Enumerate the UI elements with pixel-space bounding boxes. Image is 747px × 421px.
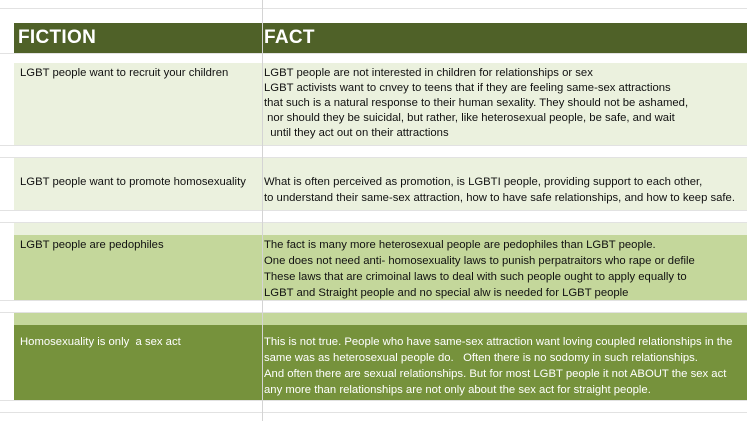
grid-line [0,400,747,401]
fiction-cell: Homosexuality is only a sex act [20,336,181,348]
fiction-cell: LGBT people want to recruit your children [20,67,229,79]
fact-line: LGBT and Straight people and no special alw is needed for LGBT people [264,287,629,299]
fact-header: FACT [264,27,315,48]
grid-line [0,412,747,413]
header-row [14,23,747,53]
fact-line: LGBT activists want to cnvey to teens that if they are feeling same-sex attractions [264,82,671,94]
grid-line [0,8,747,9]
fact-line: These laws that are crimoinal laws to deal with such people ought to apply equally to [264,271,687,283]
spacer-row [14,158,747,170]
fact-line: And often there are sexual relationships. But for most LGBT people it not ABOUT the sex act [264,368,727,380]
fact-line: This is not true. People who have same-sex attraction want loving coupled relationships in the [264,336,733,348]
fact-line: to understand their same-sex attraction, how to have safe relationships, and how to keep safe. [264,192,735,204]
fact-line: LGBT people are not interested in children for relationships or sex [264,67,593,79]
fact-line: same was as heterosexual people do. Often there is no sodomy in such relationships. [264,352,698,364]
fiction-header: FICTION [18,27,97,48]
spacer-row [14,223,747,235]
column-divider [262,0,263,421]
fiction-cell: LGBT people want to promote homosexuality [20,176,246,188]
fact-line: until they act out on their attractions [264,127,449,139]
fact-line: that such is a natural response to their human sexality. They should not be ashamed, [264,97,689,109]
fact-line: The fact is many more heterosexual people are pedophiles than LGBT people. [264,239,656,251]
spacer-row [14,54,747,63]
fiction-cell: LGBT people are pedophiles [20,239,164,251]
spacer-row [14,313,747,325]
grid-line [0,145,747,146]
fact-line: any more than relationships are not only about the sex act for straight people. [264,384,651,396]
grid-line [0,210,747,211]
fact-line: What is often perceived as promotion, is LGBTI people, providing support to each other, [264,176,703,188]
fact-line: nor should they be suicidal, but rather, like heterosexual people, be safe, and wait [264,112,675,124]
fact-line: One does not need anti- homosexuality laws to punish perpatraitors who rape or defile [264,255,695,267]
